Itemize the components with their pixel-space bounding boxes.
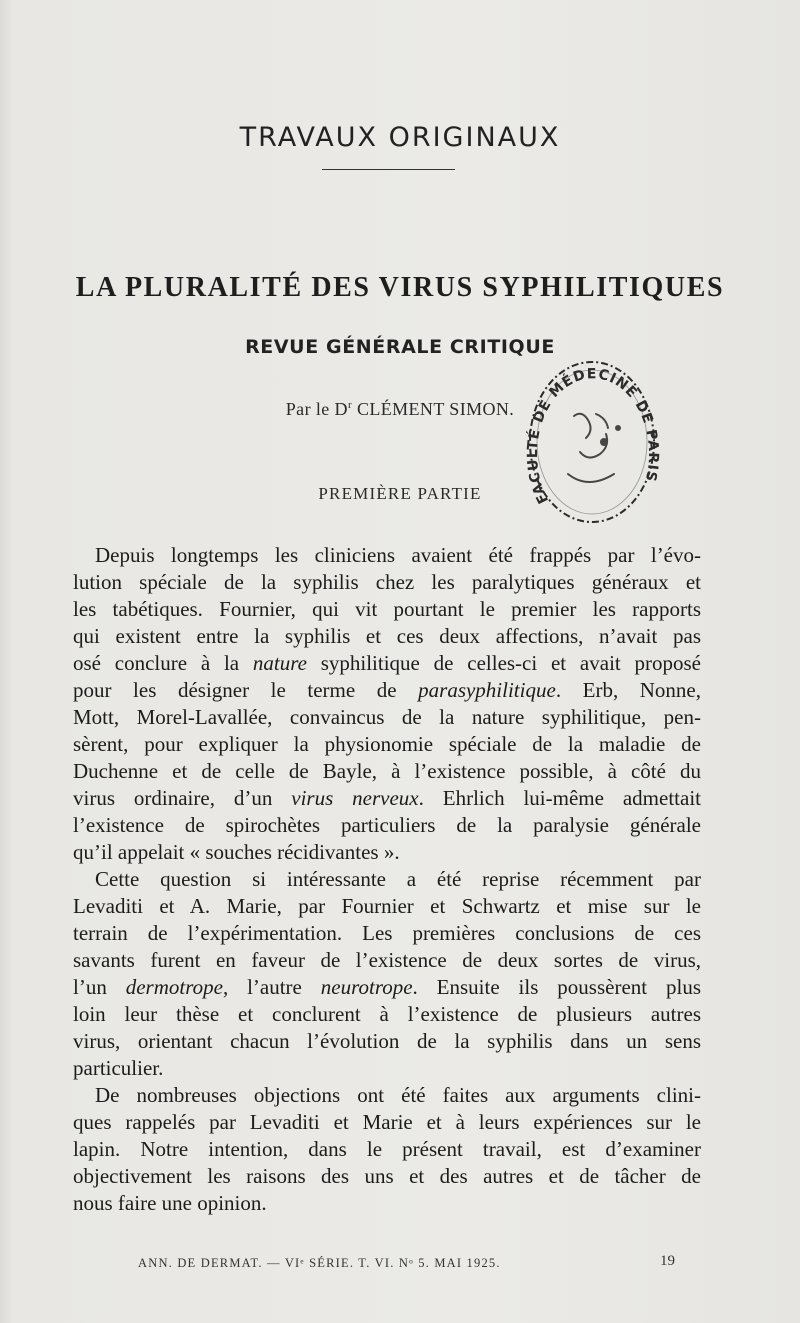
- heading-rule: [322, 169, 455, 170]
- text-line: [73, 596, 701, 623]
- text-run: lapin. Notre intention, dans le présent travail, est d’examiner: [73, 1137, 701, 1161]
- text-run: qu’il appelait « souches récidivantes ».: [73, 840, 400, 864]
- text-line: [73, 1163, 701, 1190]
- text-run: terrain de l’expérimentation. Les premières conclusions de ces: [73, 921, 701, 945]
- text-line: [73, 569, 701, 596]
- library-stamp: [522, 356, 662, 528]
- text-run: pour les désigner le terme de: [73, 678, 419, 702]
- italic-term: parasyphilitique: [418, 678, 556, 702]
- text-line: [73, 623, 701, 650]
- paragraph: [73, 1082, 701, 1217]
- text-run: Levaditi et A. Marie, par Fournier et Schwartz et mise sur le: [73, 894, 701, 918]
- text-run: , l’autre: [222, 975, 321, 999]
- author-name: CLÉMENT SIMON.: [356, 399, 515, 419]
- text-run: syphilitique de celles-ci et avait proposé: [306, 651, 701, 675]
- text-line: [73, 1001, 701, 1028]
- text-run: les tabétiques. Fournier, qui vit pourtant le premier les rapports: [73, 597, 701, 621]
- text-run: savants furent en faveur de l’existence de deux sortes de virus,: [73, 948, 701, 972]
- text-line: [73, 1190, 701, 1217]
- text-run: Depuis longtemps les cliniciens avaient été frappés par l’évo-: [95, 543, 701, 567]
- author-prefix-sup: r: [347, 399, 353, 411]
- text-line: [73, 650, 701, 677]
- text-line: [73, 974, 701, 1001]
- article-title: LA PLURALITÉ DES VIRUS SYPHILITIQUES: [75, 272, 725, 303]
- page-number: 19: [660, 1253, 675, 1269]
- text-run: sèrent, pour expliquer la physionomie spéciale de la maladie de: [73, 732, 701, 756]
- article-body: [73, 542, 701, 1217]
- author-prefix: Par le D: [285, 399, 348, 419]
- text-line: [73, 785, 701, 812]
- text-run: virus, orientant chacun l’évolution de la syphilis dans un sens: [73, 1029, 701, 1053]
- text-run: qui existent entre la syphilis et ces deux affections, n’avait pas: [73, 624, 701, 648]
- italic-term: virus nerveux: [291, 786, 419, 810]
- text-run: . Ehrlich lui-même admettait: [418, 786, 701, 810]
- part-heading: PREMIÈRE PARTIE: [318, 484, 482, 503]
- text-run: lution spéciale de la syphilis chez les paralytiques généraux et: [73, 570, 701, 594]
- text-run: osé conclure à la: [73, 651, 253, 675]
- text-run: . Erb, Nonne,: [555, 678, 701, 702]
- text-line: [73, 1109, 701, 1136]
- text-run: particulier.: [73, 1056, 164, 1080]
- text-run: . Ensuite ils poussèrent plus: [412, 975, 701, 999]
- paragraph: [73, 866, 701, 1082]
- text-line: [73, 542, 701, 569]
- text-run: l’existence de spirochètes particuliers de la paralysie générale: [73, 813, 701, 837]
- italic-term: nature: [252, 651, 307, 675]
- italic-term: dermotrope: [125, 975, 223, 999]
- svg-text:FACULTÉ DE MÉDECINE DE PARIS: [525, 366, 661, 506]
- text-line: [73, 920, 701, 947]
- text-line: [73, 866, 701, 893]
- running-footer: ANN. DE DERMAT. — VIᵉ SÉRIE. T. VI. Nᵒ 5. MAI 1925.: [138, 1256, 501, 1270]
- text-run: Duchenne et de celle de Bayle, à l’existence possible, à côté du: [73, 759, 701, 783]
- text-line: [73, 704, 701, 731]
- text-run: ques rappelés par Levaditi et Marie et à leurs expériences sur le: [73, 1110, 701, 1134]
- text-run: objectivement les raisons des uns et des autres et de tâcher de: [73, 1164, 701, 1188]
- text-line: [73, 812, 701, 839]
- text-run: Mott, Morel-Lavallée, convaincus de la nature syphilitique, pen-: [73, 705, 701, 729]
- text-run: nous faire une opinion.: [73, 1191, 267, 1215]
- article-subtitle: REVUE GÉNÉRALE CRITIQUE: [245, 336, 555, 358]
- text-line: [73, 731, 701, 758]
- text-line: [73, 1136, 701, 1163]
- text-line: [73, 1082, 701, 1109]
- text-line: [73, 839, 701, 866]
- text-line: [73, 1028, 701, 1055]
- stamp-text: FACULTÉ DE MÉDECINE DE PARIS: [524, 366, 662, 507]
- text-line: [73, 758, 701, 785]
- italic-term: neurotrope: [320, 975, 413, 999]
- text-run: loin leur thèse et conclurent à l’existence de plusieurs autres: [73, 1002, 701, 1026]
- section-heading: TRAVAUX ORIGINAUX: [239, 122, 561, 153]
- text-run: Cette question si intéressante a été reprise récemment par: [95, 867, 701, 891]
- text-line: [73, 677, 701, 704]
- text-run: l’un: [73, 975, 126, 999]
- paragraph: [73, 542, 701, 866]
- text-line: [73, 1055, 701, 1082]
- text-run: De nombreuses objections ont été faites aux arguments clini-: [95, 1083, 701, 1107]
- text-line: [73, 893, 701, 920]
- text-line: [73, 947, 701, 974]
- text-run: virus ordinaire, d’un: [73, 786, 292, 810]
